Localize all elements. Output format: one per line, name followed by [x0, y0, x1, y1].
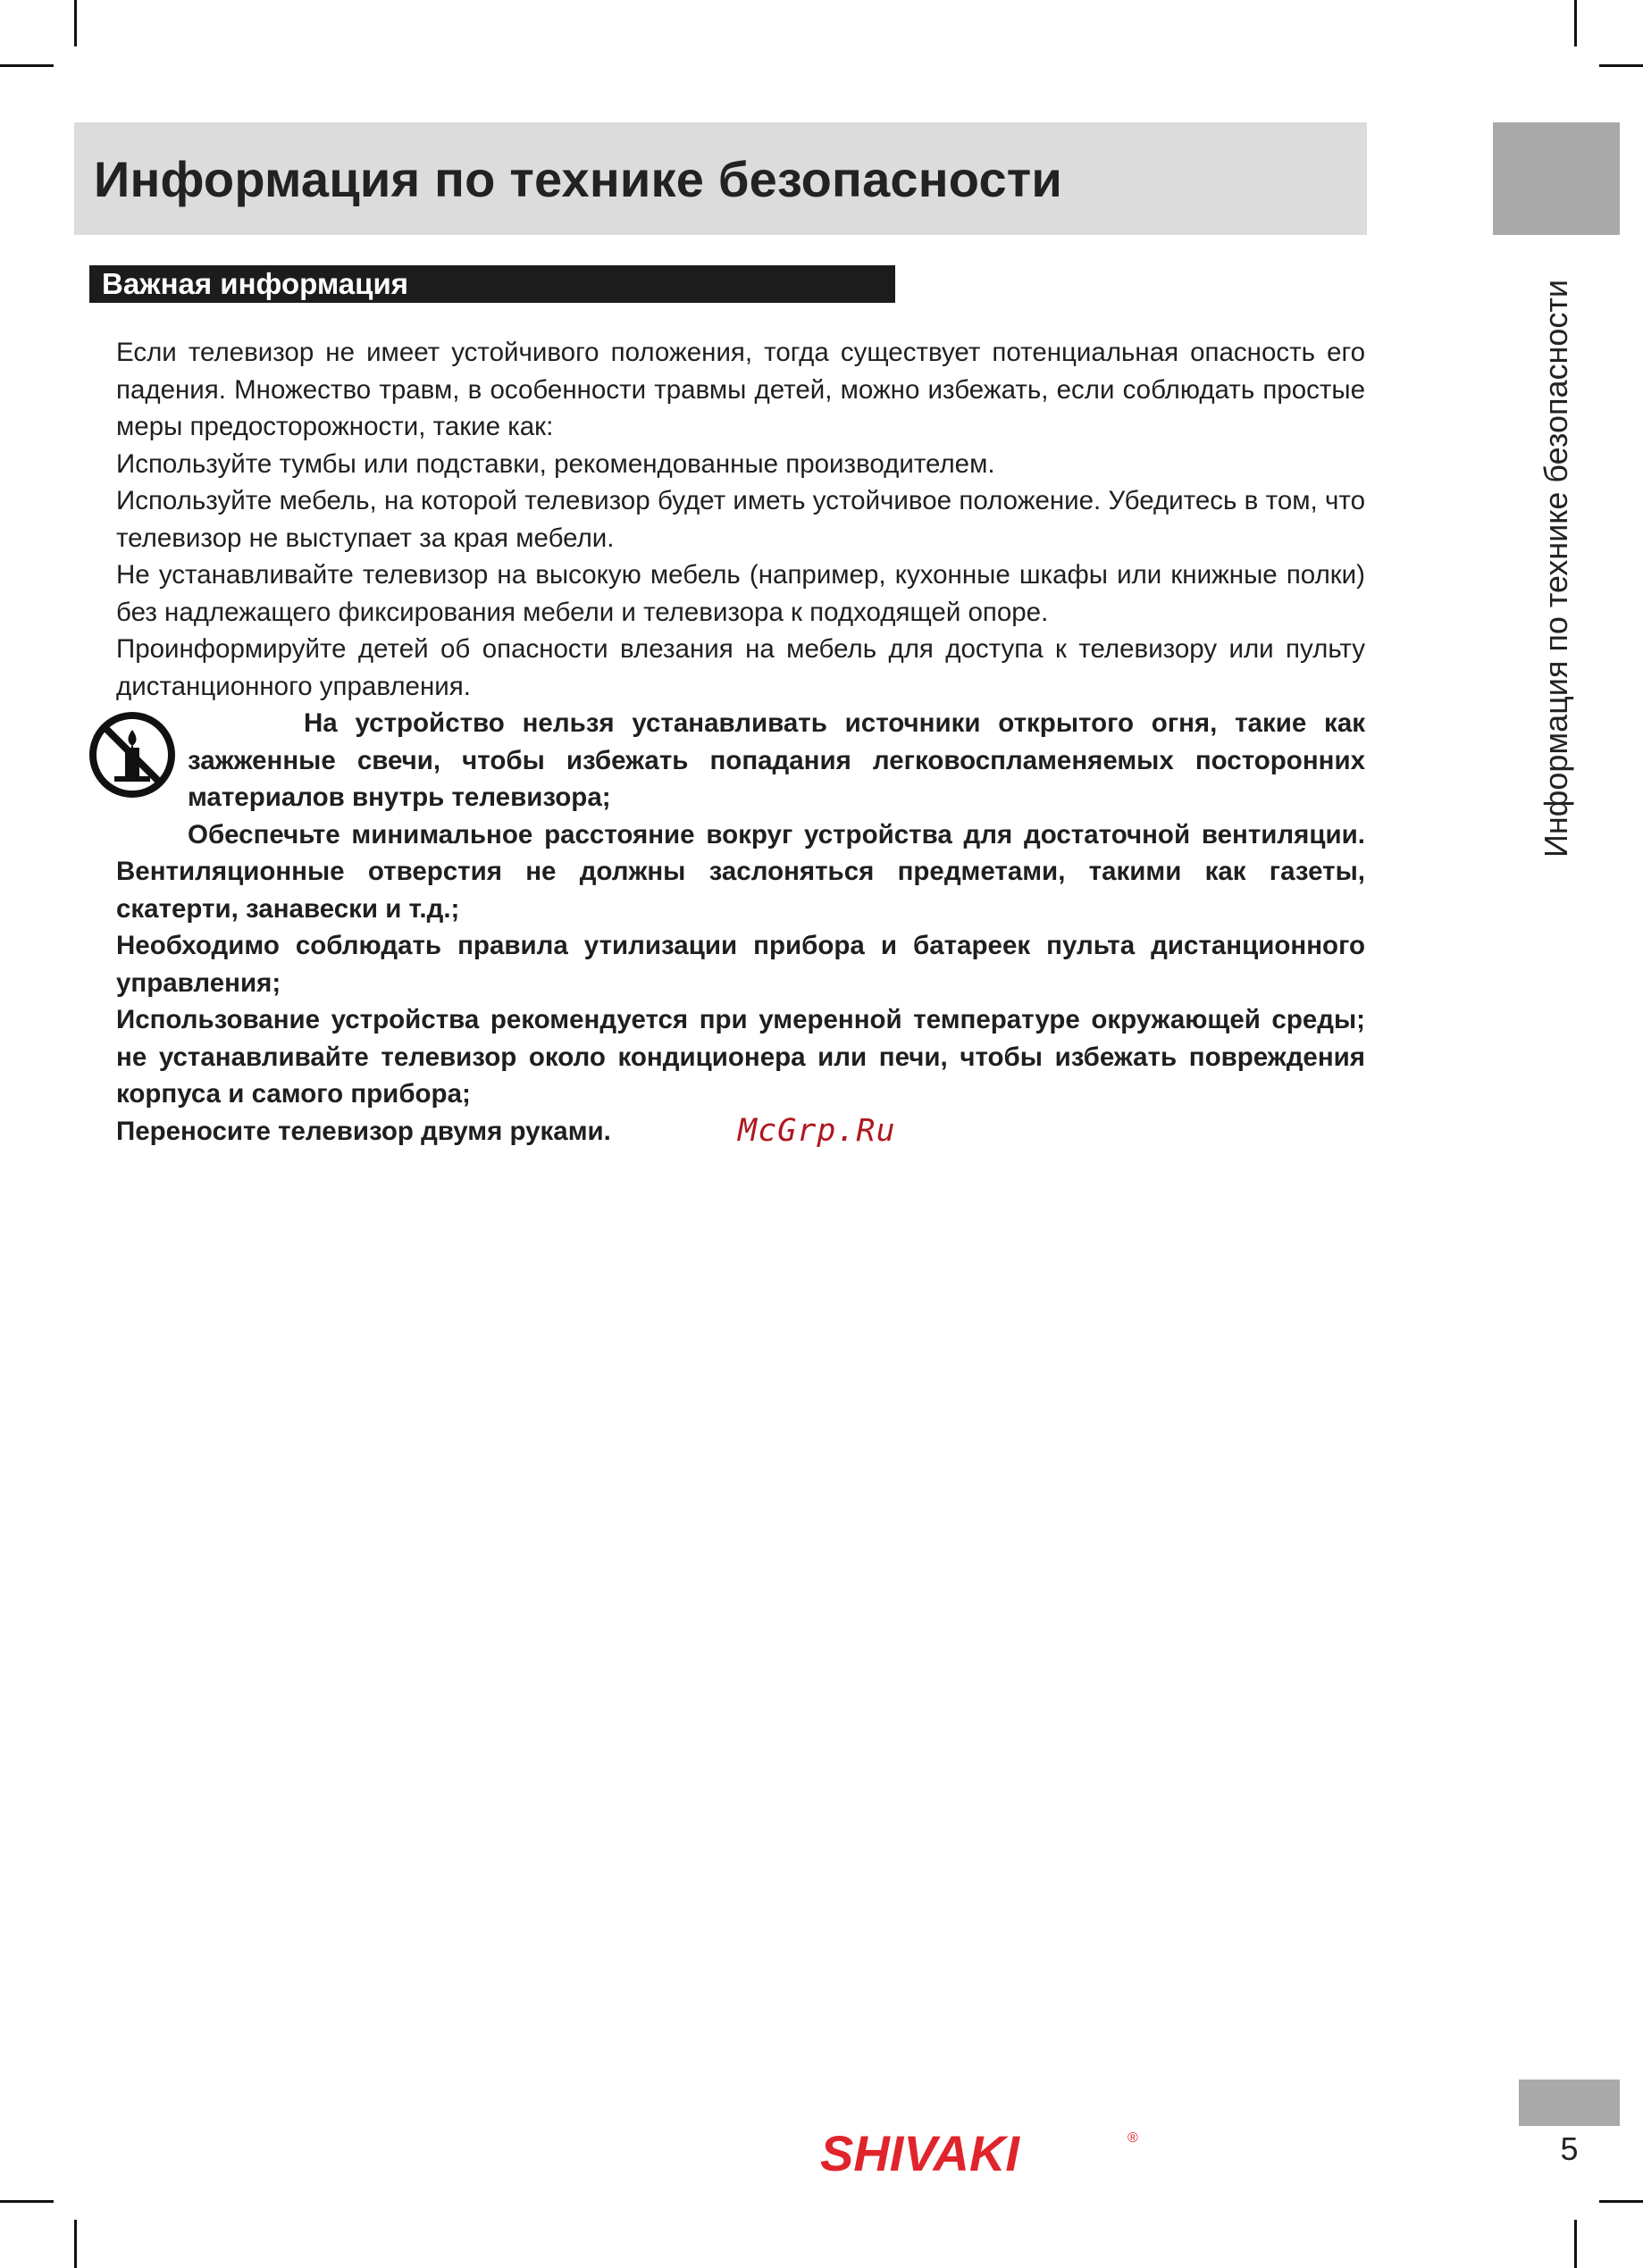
list-item: Проинформируйте детей об опасности влезания на мебель для доступа к телевизору или пульту дистанционного управления. [116, 634, 1365, 701]
fire-warning-text: На устройство нельзя устанавливать источники открытого огня, такие как зажженные свечи, чтобы избежать попадания легковоспламеняемых посторонних материалов внутрь телевизора; [188, 708, 1365, 812]
page-tab [1519, 2080, 1620, 2126]
fire-warning [116, 705, 1365, 816]
list-item: Используйте мебель, на которой телевизор будет иметь устойчивое положение. Убедитесь в том, что телевизор не выступает за края мебели. [116, 486, 1365, 553]
body-text [116, 334, 1365, 1150]
side-tab [1493, 122, 1620, 235]
registered-mark: ® [1127, 2130, 1138, 2146]
crop-mark [1599, 64, 1643, 67]
crop-mark [0, 2200, 54, 2203]
ventilation-text: Обеспечьте минимальное расстояние вокруг устройства для достаточной вентиляции. Вентиляционные отверстия не должны заслоняться предметами, такими как газеты, скатерти, занавески и т.д.; [116, 819, 1365, 924]
watermark: McGrp.Ru [738, 1113, 896, 1149]
list-item: Используйте тумбы или подставки, рекомендованные производителем. [116, 448, 995, 479]
disposal-text: Необходимо соблюдать правила утилизации прибора и батареек пульта дистанционного управления; [116, 931, 1365, 998]
carry-text: Переносите телевизор двумя руками. [116, 1116, 611, 1146]
crop-mark [74, 0, 77, 46]
page-title-bar [74, 122, 1367, 235]
no-open-flame-icon [88, 710, 177, 799]
brand-name: SHIVAKI [820, 2125, 1019, 2178]
crop-mark [1574, 2220, 1577, 2268]
list-item: Не устанавливайте телевизор на высокую мебель (например, кухонные шкафы или книжные полки) без надлежащего фиксирования мебели и телевизора к подходящей опоре. [116, 560, 1365, 627]
crop-mark [0, 64, 54, 67]
page-title: Информация по технике безопасности [94, 150, 1063, 207]
side-label: Информация по технике безопасности [1538, 280, 1574, 858]
intro-paragraph: Если телевизор не имеет устойчивого положения, тогда существует потенциальная опасность его падения. Множество травм, в особенности травмы детей, можно избежать, если соблюдать простые меры предосторожности, такие как: [116, 338, 1365, 441]
brand-logo [820, 2124, 1160, 2178]
crop-mark [1574, 0, 1577, 46]
crop-mark [74, 2220, 77, 2268]
page-number: 5 [1560, 2130, 1579, 2167]
crop-mark [1599, 2200, 1643, 2203]
temperature-text: Использование устройства рекомендуется при умеренной температуре окружающей среды; не устанавливайте телевизор около кондиционера или печи, чтобы избежать повреждения корпуса и самого прибора; [116, 1005, 1365, 1109]
section-header [89, 265, 895, 303]
section-title: Важная информация [102, 267, 408, 300]
